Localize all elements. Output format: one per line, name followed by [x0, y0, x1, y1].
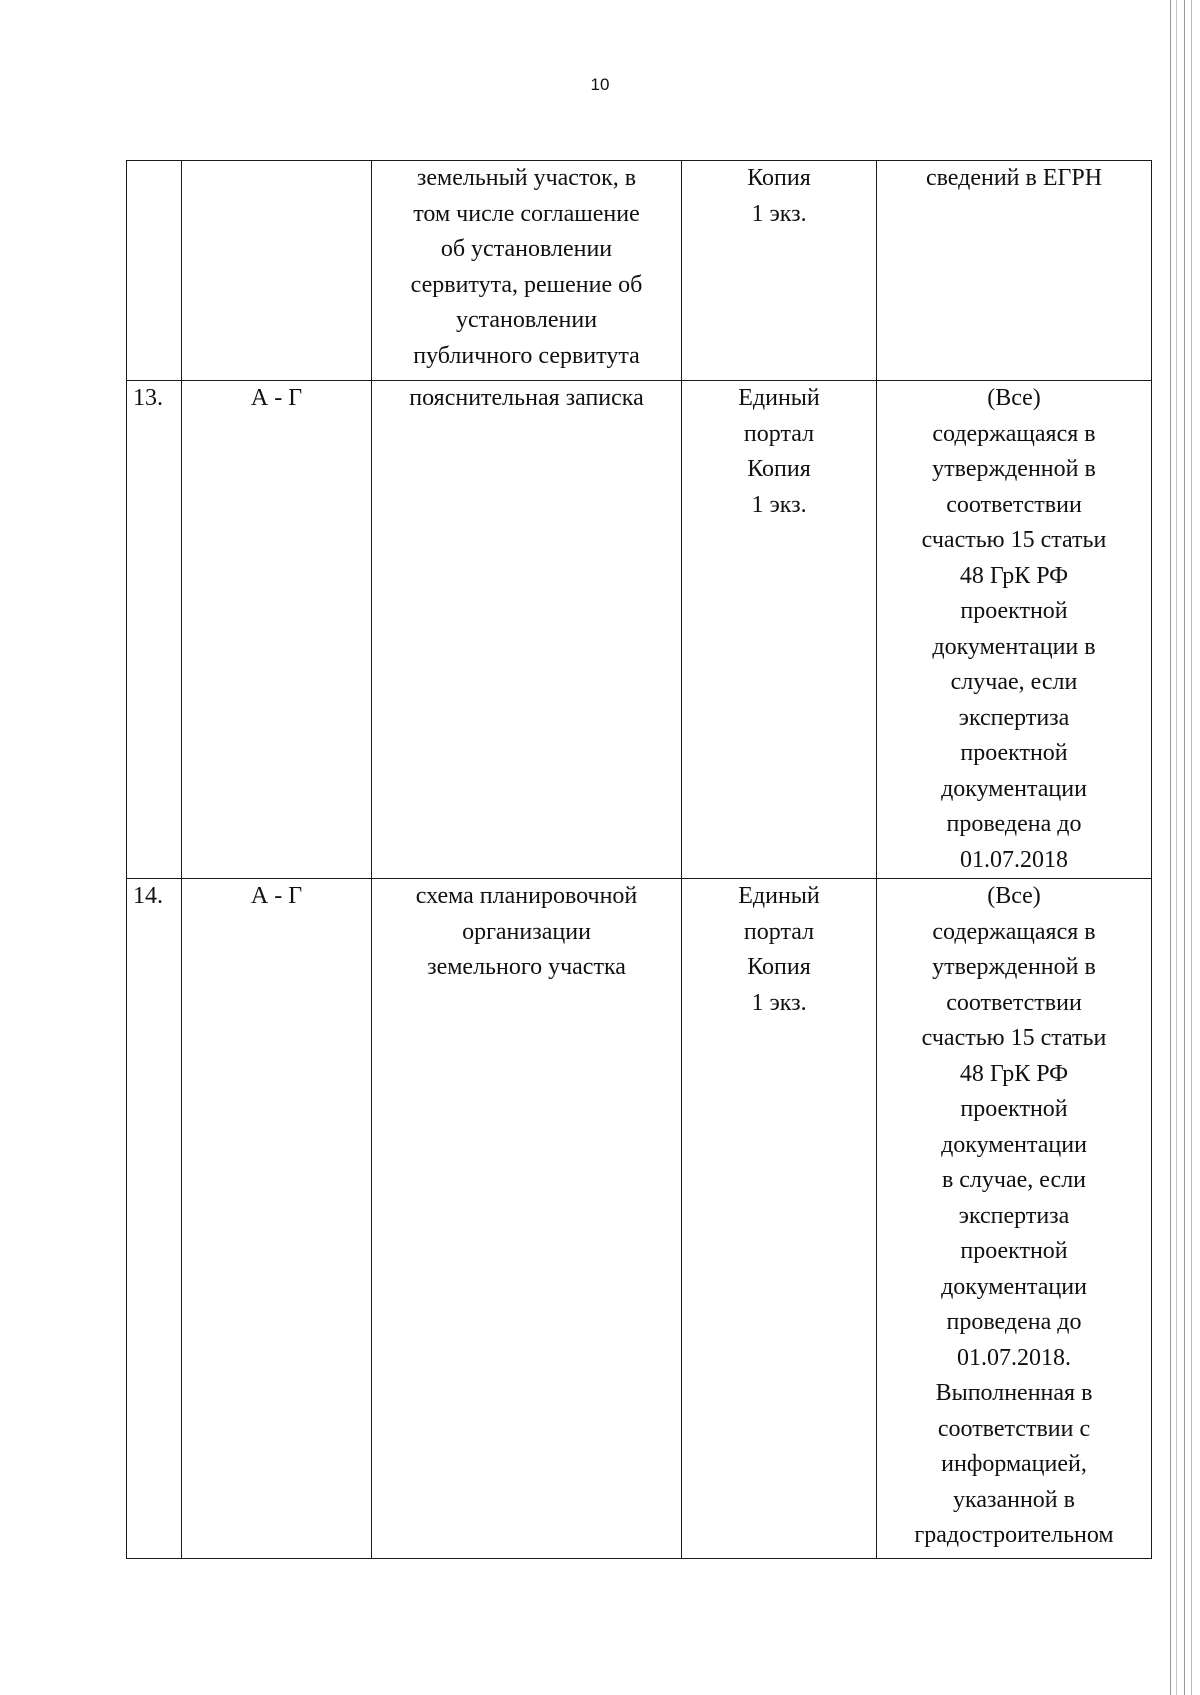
document-name-cell: пояснительная записка — [372, 381, 682, 879]
document-form-cell: Единый портал Копия 1 экз. — [682, 381, 877, 879]
document-form-cell: Единый портал Копия 1 экз. — [682, 879, 877, 1559]
table-row — [127, 879, 1152, 1559]
applicant-category-cell: А - Г — [182, 381, 372, 879]
document-form-cell: Копия 1 экз. — [682, 161, 877, 381]
scan-edge-line — [1184, 0, 1185, 1695]
applicant-category-cell — [182, 161, 372, 381]
document-name-cell: земельный участок, в том числе соглашение об установлении сервитута, решение об установлении публичного сервитута — [372, 161, 682, 381]
scan-edge-line — [1176, 0, 1177, 1695]
document-note-cell: (Все) содержащаяся в утвержденной в соответствии счастью 15 статьи 48 ГрК РФ проектной документации в случае, если экспертиза проектной документации проведена до 01.07.2018 — [877, 381, 1152, 879]
table-row — [127, 381, 1152, 879]
document-note-cell: сведений в ЕГРН — [877, 161, 1152, 381]
documents-table — [126, 160, 1152, 1559]
applicant-category-cell: А - Г — [182, 879, 372, 1559]
document-name-cell: схема планировочной организации земельного участка — [372, 879, 682, 1559]
page-number: 10 — [590, 75, 610, 94]
row-number-cell — [127, 161, 182, 381]
scan-edge-line — [1170, 0, 1171, 1695]
scan-edge-line — [1191, 0, 1192, 1695]
row-number-cell: 14. — [127, 879, 182, 1559]
row-number-cell: 13. — [127, 381, 182, 879]
table-row — [127, 161, 1152, 381]
document-note-cell: (Все) содержащаяся в утвержденной в соответствии счастью 15 статьи 48 ГрК РФ проектной документации в случае, если экспертиза проектной документации проведена до 01.07.2018. Выполненная в соответствии с информацией, указанной в градостроительном — [877, 879, 1152, 1559]
